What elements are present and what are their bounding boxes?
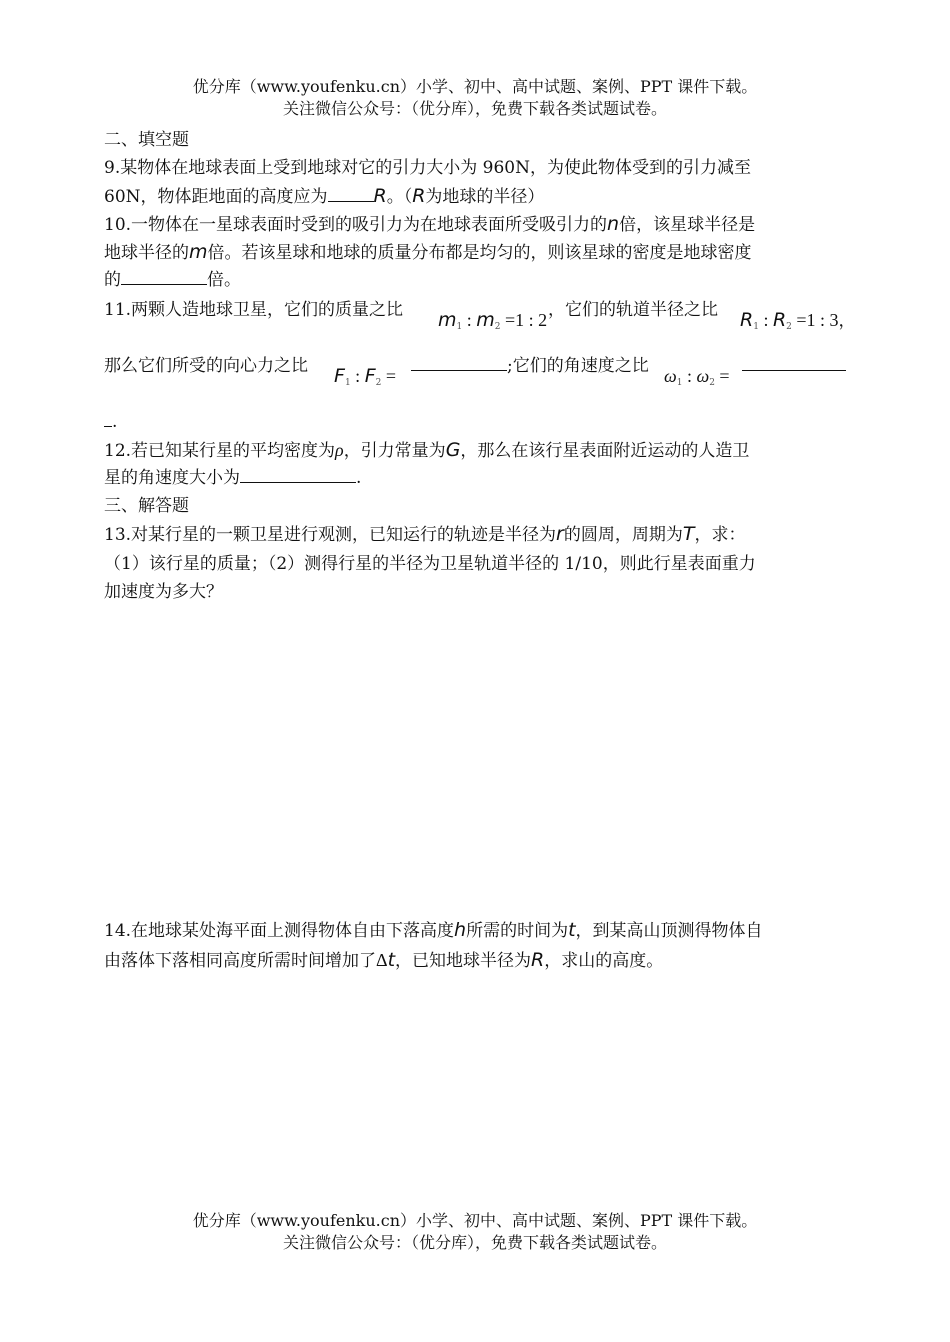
q11-force-eq: = <box>381 366 397 386</box>
q10-text-1a: 10.一物体在一星球表面时受到的吸引力为在地球表面所受吸引力的 <box>104 215 608 235</box>
q11-omega-eq: = <box>714 366 730 386</box>
q9-text-2a: 60N，物体距地面的高度应为 <box>104 187 328 207</box>
q11-radius-value: =1 : 3 <box>791 310 839 330</box>
q11-omega-2: ω <box>696 366 710 386</box>
q11-force-colon: : <box>350 366 365 386</box>
q11-force-sub-2: 2 <box>375 378 382 388</box>
q12-text-2-end: . <box>356 468 362 488</box>
header-line-2: 关注微信公众号：（优分库），免费下载各类试题试卷。 <box>282 99 667 118</box>
q11-omega-sub-2: 2 <box>709 378 715 388</box>
q11-force-sub-1: 1 <box>344 378 351 388</box>
q14-delta: Δ <box>376 950 388 970</box>
q11-text-2a: 那么它们所受的向心力之比 <box>104 356 308 376</box>
q11-omega-blank-wrap <box>742 354 846 378</box>
q10-text-1b: 倍，该星球半径是 <box>619 215 756 235</box>
q12-var-G: G <box>445 439 461 461</box>
section-heading-fill: 二、填空题 <box>104 130 189 150</box>
q11-radius-ratio <box>740 308 856 339</box>
q12-line-1 <box>104 438 749 463</box>
q11-force-F1: F <box>334 365 345 387</box>
q13-var-r: r <box>556 523 564 545</box>
q11-omega-answer-blank[interactable] <box>742 354 846 371</box>
q9-text-2c: 为地球的半径） <box>425 187 545 207</box>
q10-line-3 <box>104 268 241 292</box>
q11-mass-m2: m <box>476 309 495 331</box>
q9-text-1: 9.某物体在地球表面上受到地球对它的引力大小为 960N，为使此物体受到的引力减至 <box>104 158 751 178</box>
q11-mass-value: =1 : 2 <box>500 310 548 330</box>
q11-mass-colon: : <box>462 310 477 330</box>
q9-text-2b: 。（ <box>386 187 413 207</box>
q13-text-1b: 的圆周，周期为 <box>563 525 683 545</box>
q9-var-R: R <box>373 185 387 207</box>
q14-var-R: R <box>531 949 545 971</box>
q11-line-1-text-b <box>548 298 718 322</box>
q11-text-2b: ;它们的角速度之比 <box>507 356 649 376</box>
q14-line-2 <box>104 948 663 973</box>
q12-text-1b: ，引力常量为 <box>343 441 446 461</box>
q11-force-ratio <box>334 364 396 395</box>
header-line-1: 优分库（www.youfenku.cn）小学、初中、高中试题、案例、PPT 课件下载。 <box>192 77 758 96</box>
q11-mass-ratio <box>438 308 547 339</box>
q11-radius-R2: R <box>772 309 787 331</box>
q11-radius-sub-1: 1 <box>753 322 759 332</box>
q12-answer-blank[interactable] <box>240 466 356 483</box>
q10-line-1 <box>104 212 755 237</box>
q9-answer-blank[interactable] <box>328 185 374 202</box>
q10-answer-blank[interactable] <box>121 268 207 285</box>
footer-line-1: 优分库（www.youfenku.cn）小学、初中、高中试题、案例、PPT 课件下载。 <box>192 1211 758 1230</box>
q11-mass-m1: m <box>438 309 457 331</box>
q13-text-1a: 13.对某行星的一颗卫星进行观测，已知运行的轨迹是半径为 <box>104 525 557 545</box>
q11-line-3 <box>104 410 117 434</box>
q10-text-2b: 倍。若该星球和地球的质量分布都是均匀的，则该星球的密度是地球密度 <box>207 243 752 263</box>
q11-omega-1: ω <box>664 366 677 386</box>
q12-rho: ρ <box>335 440 344 460</box>
q9-line-1 <box>104 156 751 180</box>
q11-omega-answer-blank-cont[interactable] <box>104 410 112 427</box>
q11-omega-ratio <box>664 364 730 395</box>
q11-radius-sub-2: 2 <box>786 322 792 332</box>
q11-mass-sub-2: 2 <box>494 322 501 332</box>
q12-line-2 <box>104 466 361 490</box>
q13-line-3: 加速度为多大？ <box>104 582 223 602</box>
q14-text-2b: ，已知地球半径为 <box>395 951 532 971</box>
q11-mass-sub-1: 1 <box>456 322 463 332</box>
q14-var-t: t <box>568 919 576 941</box>
q11-text-1b: ，它们的轨道半径之比 <box>548 300 718 320</box>
q14-text-2a: 由落体下落相同高度所需时间增加了 <box>104 951 376 971</box>
q13-text-1c: ，求： <box>694 525 746 545</box>
q12-text-1a: 12.若已知某行星的平均密度为 <box>104 441 336 461</box>
q14-text-1c: ，到某高山顶测得物体自 <box>575 921 763 941</box>
footer-line-2: 关注微信公众号：（优分库），免费下载各类试题试卷。 <box>282 1233 667 1252</box>
q14-text-2c: ，求山的高度。 <box>544 951 664 971</box>
q13-var-T: T <box>682 523 695 545</box>
q11-omega-colon: : <box>682 366 697 386</box>
section-heading-solve: 三、解答题 <box>104 496 189 516</box>
q10-text-2a: 地球半径的 <box>104 243 189 263</box>
q11-text-1c: ， <box>838 311 856 331</box>
q14-var-h: h <box>454 919 467 941</box>
q10-text-3b: 倍。 <box>207 270 241 290</box>
q14-text-1a: 14.在地球某处海平面上测得物体自由下落高度 <box>104 921 455 941</box>
q12-text-1c: ，那么在该行星表面附近运动的人造卫 <box>460 441 750 461</box>
q14-text-1b: 所需的时间为 <box>466 921 569 941</box>
q9-var-R-2: R <box>412 185 426 207</box>
q12-text-2a: 星的角速度大小为 <box>104 468 240 488</box>
q11-force-answer-blank[interactable] <box>411 354 507 371</box>
q10-var-m: m <box>189 241 208 263</box>
q11-radius-colon: : <box>758 310 773 330</box>
q10-var-n: n <box>607 213 620 235</box>
q11-radius-R1: R <box>740 309 754 331</box>
q10-text-3a: 的 <box>104 270 121 290</box>
q9-line-2 <box>104 184 544 209</box>
q14-line-1 <box>104 918 763 943</box>
q11-line-2-text <box>104 354 308 378</box>
q13-line-2: （1）该行星的质量；（2）测得行星的半径为卫星轨道半径的 1/10，则此行星表面重力 <box>104 554 756 574</box>
q11-omega-sub-1: 1 <box>676 378 683 388</box>
page-header <box>0 76 950 120</box>
q11-text-1a: 11.两颗人造地球卫星，它们的质量之比 <box>104 300 404 320</box>
q11-text-3-end: . <box>112 412 118 432</box>
q11-force-F2: F <box>364 365 376 387</box>
q13-line-1 <box>104 522 745 547</box>
q11-line-2-mid <box>411 354 649 378</box>
page-footer <box>0 1210 950 1254</box>
q10-line-2 <box>104 240 752 265</box>
q14-var-t-2: t <box>387 949 396 971</box>
q11-line-1-text <box>104 298 403 322</box>
